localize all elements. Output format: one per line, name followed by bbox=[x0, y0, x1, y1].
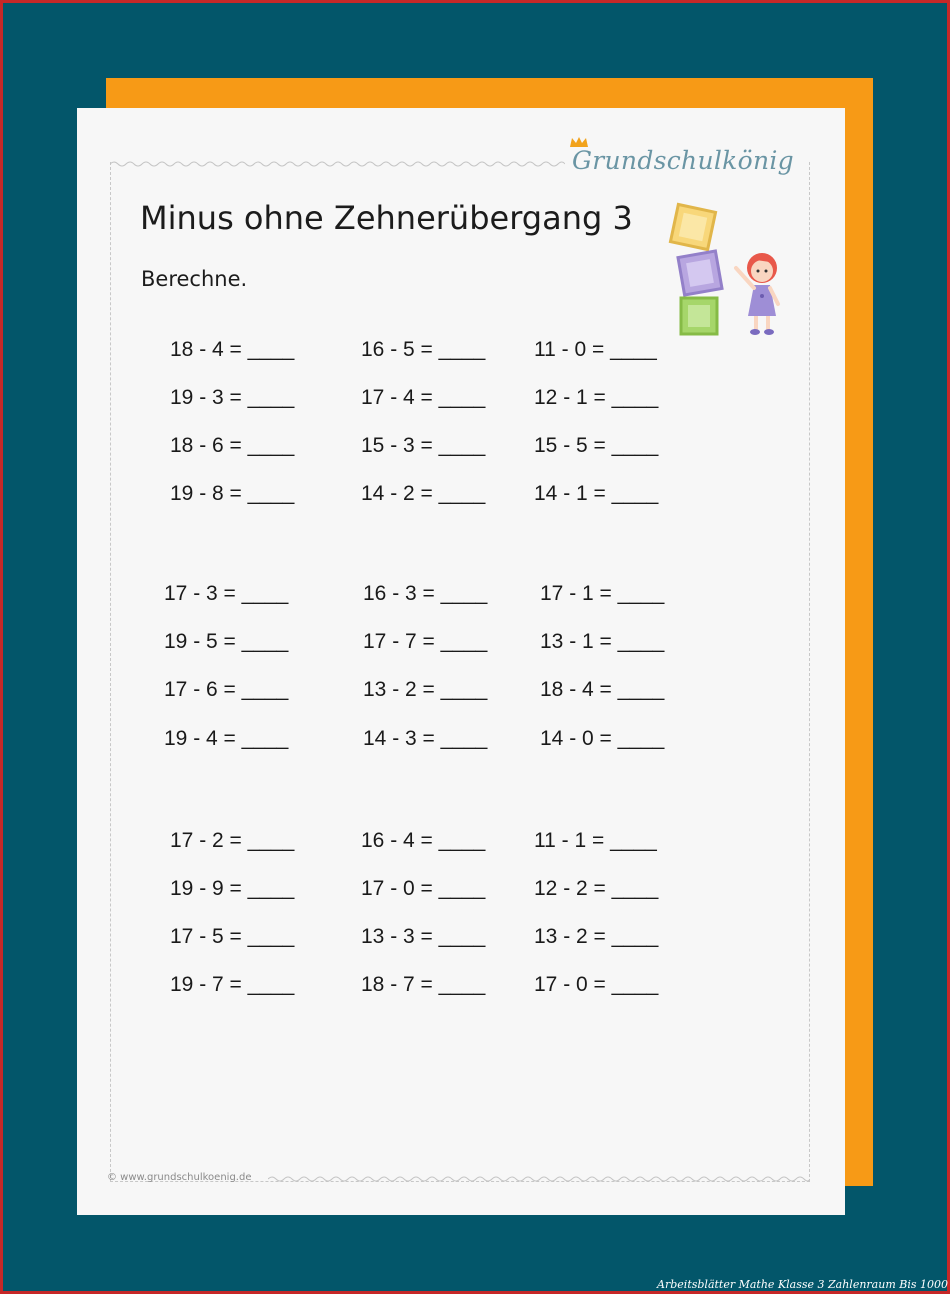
stacked-blocks-illustration bbox=[664, 200, 788, 342]
exercise: 17 - 0 = ____ bbox=[534, 973, 659, 996]
exercise: 16 - 4 = ____ bbox=[361, 829, 486, 852]
exercise: 15 - 3 = ____ bbox=[361, 434, 486, 457]
exercise: 15 - 5 = ____ bbox=[534, 434, 659, 457]
exercise: 18 - 4 = ____ bbox=[540, 678, 665, 701]
exercise: 17 - 0 = ____ bbox=[361, 877, 486, 900]
footer-copyright: © www.grundschulkoenig.de bbox=[107, 1172, 252, 1183]
exercise: 14 - 0 = ____ bbox=[540, 727, 665, 750]
exercise: 13 - 2 = ____ bbox=[363, 678, 488, 701]
exercise: 13 - 3 = ____ bbox=[361, 925, 486, 948]
exercise: 11 - 1 = ____ bbox=[534, 829, 657, 852]
exercise: 17 - 1 = ____ bbox=[540, 582, 665, 605]
exercise: 13 - 1 = ____ bbox=[540, 630, 665, 653]
exercise: 14 - 3 = ____ bbox=[363, 727, 488, 750]
exercise: 17 - 6 = ____ bbox=[164, 678, 289, 701]
exercise: 17 - 4 = ____ bbox=[361, 386, 486, 409]
page-title: Minus ohne Zehnerübergang 3 bbox=[140, 199, 633, 237]
exercise: 17 - 7 = ____ bbox=[363, 630, 488, 653]
exercise: 18 - 4 = ____ bbox=[170, 338, 295, 361]
exercise: 17 - 3 = ____ bbox=[164, 582, 289, 605]
exercise: 19 - 9 = ____ bbox=[170, 877, 295, 900]
exercise: 19 - 4 = ____ bbox=[164, 727, 289, 750]
exercise: 14 - 2 = ____ bbox=[361, 482, 486, 505]
wavy-border-bottom bbox=[268, 1175, 810, 1183]
exercise: 19 - 7 = ____ bbox=[170, 973, 295, 996]
girl-illustration bbox=[736, 253, 778, 335]
exercise: 19 - 8 = ____ bbox=[170, 482, 295, 505]
exercise: 16 - 3 = ____ bbox=[363, 582, 488, 605]
exercise: 19 - 3 = ____ bbox=[170, 386, 295, 409]
exercise: 14 - 1 = ____ bbox=[534, 482, 659, 505]
exercise: 11 - 0 = ____ bbox=[534, 338, 657, 361]
exercise: 16 - 5 = ____ bbox=[361, 338, 486, 361]
exercise: 13 - 2 = ____ bbox=[534, 925, 659, 948]
exercise: 19 - 5 = ____ bbox=[164, 630, 289, 653]
brand-logo: Grundschulkönig bbox=[572, 146, 794, 175]
exercise: 17 - 2 = ____ bbox=[170, 829, 295, 852]
wavy-border-top bbox=[110, 160, 565, 168]
instruction-text: Berechne. bbox=[141, 267, 248, 291]
image-caption: Arbeitsblätter Mathe Klasse 3 Zahlenraum Bis 1000 bbox=[657, 1278, 948, 1291]
exercise: 17 - 5 = ____ bbox=[170, 925, 295, 948]
exercise: 18 - 7 = ____ bbox=[361, 973, 486, 996]
exercise: 12 - 2 = ____ bbox=[534, 877, 659, 900]
exercise: 18 - 6 = ____ bbox=[170, 434, 295, 457]
exercise: 12 - 1 = ____ bbox=[534, 386, 659, 409]
